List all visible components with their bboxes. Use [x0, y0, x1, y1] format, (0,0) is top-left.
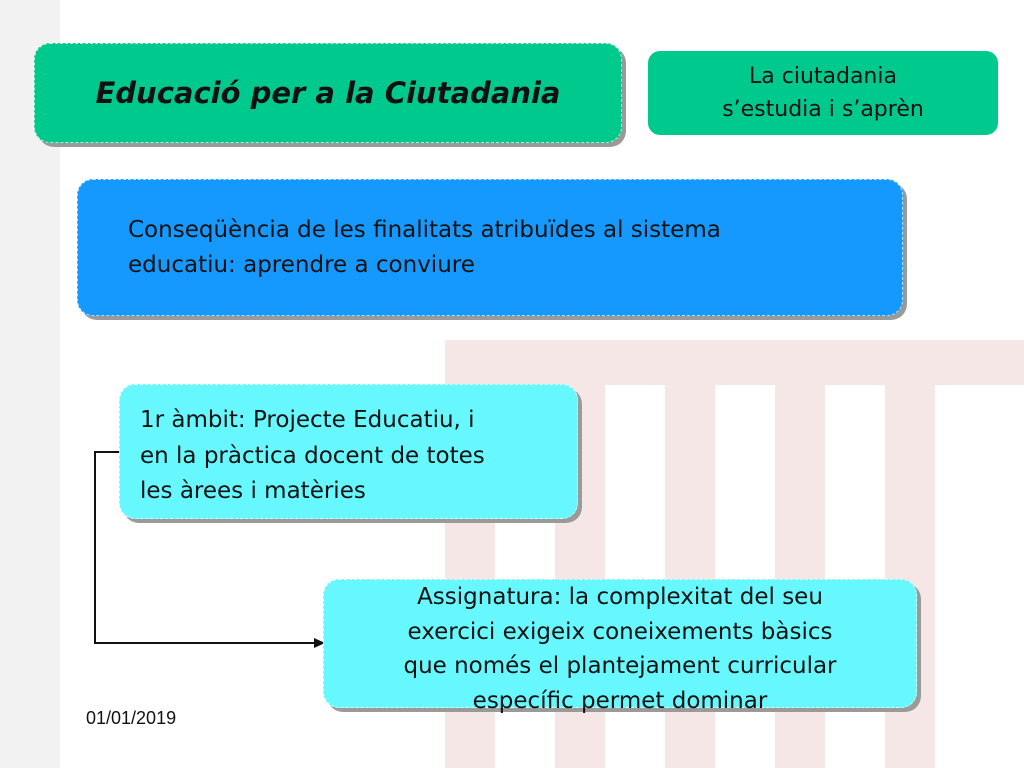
subject-line: Assignatura: la complexitat del seu — [417, 584, 823, 610]
subject-box — [323, 579, 917, 714]
consequence-line: educatiu: aprendre a conviure — [128, 251, 475, 278]
side-note-box — [648, 51, 998, 135]
subject-line: que només el plantejament curricular — [403, 653, 837, 679]
scope-text — [140, 403, 577, 510]
scope-line: 1r àmbit: Projecte Educatiu, i — [140, 407, 475, 433]
title-box — [34, 43, 622, 143]
side-note-line: s’estudia i s’aprèn — [722, 97, 924, 122]
scope-line: les àrees i matèries — [140, 478, 366, 505]
subject-text — [324, 580, 916, 718]
slide-date: 01/01/2019 — [86, 708, 177, 728]
scope-line: en la pràctica docent de totes — [140, 442, 485, 469]
side-note-line: La ciutadania — [749, 64, 897, 89]
subject-line: específic permet dominar — [472, 687, 768, 714]
scope-box — [119, 384, 578, 519]
slide-title: Educació per a la Ciutadania — [95, 76, 561, 110]
side-note-text — [722, 60, 924, 126]
subject-line: exercici exigeix coneixements bàsics — [407, 618, 833, 645]
consequence-text — [128, 213, 721, 282]
consequence-box — [77, 179, 903, 316]
consequence-line: Conseqüència de les finalitats atribuïdes al sistema — [128, 217, 721, 243]
